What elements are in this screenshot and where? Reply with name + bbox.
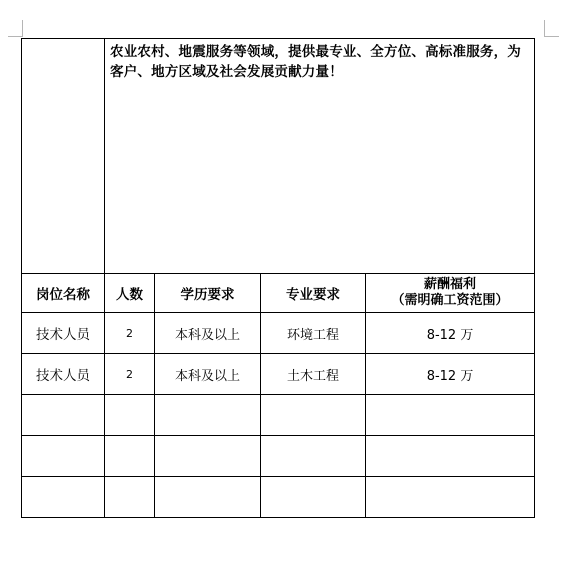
intro-cell[interactable] — [105, 39, 535, 274]
cell-education[interactable]: 本科及以上 — [155, 354, 261, 395]
intro-row — [22, 39, 535, 274]
cell-position[interactable]: 技术人员 — [22, 354, 105, 395]
cell-position[interactable]: 技术人员 — [22, 313, 105, 354]
cell-salary[interactable]: 8-12 万 — [366, 313, 535, 354]
empty-table-row — [22, 436, 535, 477]
empty-cell[interactable] — [22, 477, 105, 518]
cell-count[interactable]: 2 — [105, 313, 155, 354]
recruitment-table — [21, 38, 535, 518]
empty-cell[interactable] — [366, 477, 535, 518]
cell-major[interactable]: 土木工程 — [261, 354, 366, 395]
page-corner-mark-left — [8, 20, 23, 37]
table-row — [22, 313, 535, 354]
empty-cell[interactable] — [261, 436, 366, 477]
header-salary-title: 薪酬福利 — [424, 277, 477, 292]
empty-cell[interactable] — [366, 395, 535, 436]
empty-cell[interactable] — [105, 436, 155, 477]
empty-cell[interactable] — [261, 477, 366, 518]
cell-salary[interactable]: 8-12 万 — [366, 354, 535, 395]
empty-cell[interactable] — [155, 436, 261, 477]
header-salary-note: （需明确工资范围） — [391, 293, 509, 308]
table-header-row — [22, 274, 535, 313]
page-corner-mark-right — [544, 20, 559, 37]
header-position: 岗位名称 — [22, 274, 105, 313]
empty-cell[interactable] — [105, 477, 155, 518]
empty-cell[interactable] — [105, 395, 155, 436]
header-education: 学历要求 — [155, 274, 261, 313]
empty-cell[interactable] — [366, 436, 535, 477]
header-salary — [366, 274, 535, 313]
cell-count[interactable]: 2 — [105, 354, 155, 395]
empty-table-row — [22, 395, 535, 436]
company-intro-text: 农业农村、地震服务等领域，提供最专业、全方位、高标准服务，为客户、地方区域及社会发展贡献力量！ — [110, 44, 521, 80]
intro-label-cell[interactable] — [22, 39, 105, 274]
empty-cell[interactable] — [155, 395, 261, 436]
header-major: 专业要求 — [261, 274, 366, 313]
cell-major[interactable]: 环境工程 — [261, 313, 366, 354]
table-row — [22, 354, 535, 395]
header-count: 人数 — [105, 274, 155, 313]
empty-cell[interactable] — [155, 477, 261, 518]
empty-cell[interactable] — [22, 436, 105, 477]
empty-table-row — [22, 477, 535, 518]
empty-cell[interactable] — [22, 395, 105, 436]
empty-cell[interactable] — [261, 395, 366, 436]
cell-education[interactable]: 本科及以上 — [155, 313, 261, 354]
